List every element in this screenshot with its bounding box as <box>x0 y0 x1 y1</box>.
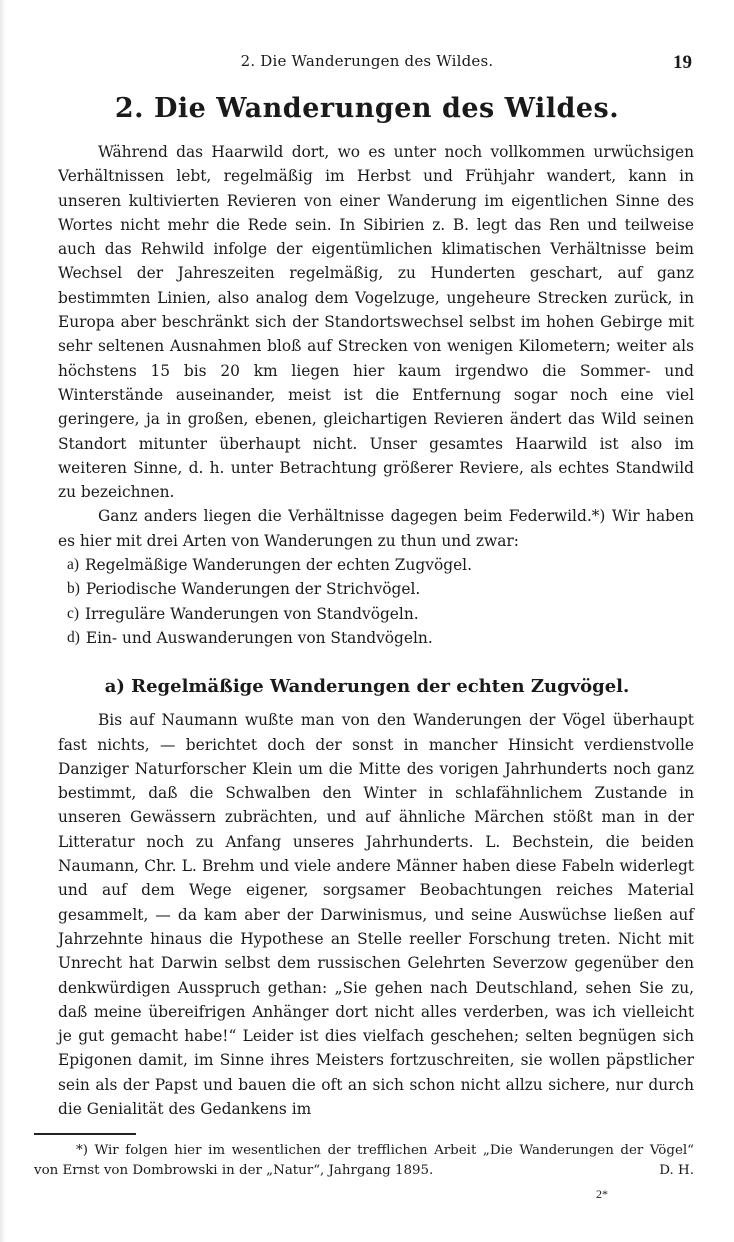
paragraph-3 <box>58 708 694 1121</box>
footnote-signature: D. H. <box>659 1162 694 1178</box>
footnote-text: *) Wir folgen hier im wesentlichen der trefflichen Arbeit „Die Wanderungen der Vögel“ von Ernst von Dombrowski in der „Natur“, Jahrgang 1895. <box>34 1142 694 1178</box>
printer-signature-mark: 2* <box>596 1186 608 1201</box>
running-head <box>0 52 734 78</box>
list-marker: b) <box>67 580 80 598</box>
footnote-divider <box>34 1133 136 1135</box>
list-marker: a) <box>67 556 79 574</box>
running-head-title: 2. Die Wanderungen des Wildes. <box>240 52 494 70</box>
list-item <box>67 626 694 650</box>
paragraph-2 <box>58 504 694 553</box>
list-item <box>67 577 694 601</box>
footnote <box>34 1141 694 1181</box>
list-item-text: Periodische Wanderungen der Strichvögel. <box>85 580 421 599</box>
list-marker: d) <box>67 628 80 646</box>
list-marker: c) <box>67 604 79 622</box>
list-item <box>67 602 694 626</box>
list-item <box>67 553 694 577</box>
paragraph-text: Während das Haarwild dort, wo es unter noch vollkommen urwüchsigen Verhältnissen lebt, regelmäßig im Herbst und Frühjahr wandert, kann in unseren kultivierten Revieren von einer Wanderung im eigentlichen Sinne des Wortes nicht mehr die Rede sein. In Sibirien z. B. legt das Ren und teilweise auch das Rehwild infolge der eigentümlichen klimatischen Verhältnisse beim Wechsel der Jahreszeiten regelmäßig, zu Hunderten geschart, auf ganz bestimmten Linien, also analog dem Vogelzuge, ungeheure Strecken zurück, in Europa aber beschränkt sich der Standortswechsel selbst im hohen Gebirge mit sehr seltenen Ausnahmen bloß auf Strecken von wenigen Kilometern; weiter als höchstens 15 bis 20 km liegen hier kaum irgendwo die Sommer- und Winterstände auseinander, meist ist die Entfernung sogar noch eine viel geringere, ja in großen, ebenen, gleichartigen Revieren ändert das Wild seinen Standort mitunter überhaupt nicht. Unser gesamtes Haarwild ist also im weiteren Sinne, d. h. unter Betrachtung größerer Reviere, als echtes Standwild zu bezeichnen. <box>58 143 694 502</box>
page-number: 19 <box>673 52 692 73</box>
list-item-text: Regelmäßige Wanderungen der echten Zugvögel. <box>84 556 472 575</box>
paragraph-1 <box>58 140 694 504</box>
list-item-text: Irreguläre Wanderungen von Standvögeln. <box>84 604 419 623</box>
paragraph-text: Ganz anders liegen die Verhältnisse dagegen beim Federwild.*) Wir haben es hier mit drei Arten von Wanderungen zu thun und zwar: <box>58 507 694 550</box>
list-item-text: Ein- und Auswanderungen von Standvögeln. <box>85 628 433 647</box>
section-heading: a) Regelmäßige Wanderungen der echten Zugvögel. <box>104 676 630 698</box>
chapter-title: 2. Die Wanderungen des Wildes. <box>114 93 620 124</box>
migration-types-list <box>67 553 694 650</box>
page-edge-shadow <box>0 0 6 1242</box>
paragraph-text: Bis auf Naumann wußte man von den Wanderungen der Vögel überhaupt fast nichts, — berichtet doch der sonst in mancher Hinsicht verdienstvolle Danziger Naturforscher Klein um die Mitte des vorigen Jahrhunderts noch ganz bestimmt, daß die Schwalben den Winter in schlafähnlichem Zustande in unseren Gewässern zubrächten, und auf ähnliche Märchen stößt man in der Litteratur noch zu Anfang unseres Jahrhunderts. L. Bechstein, die beiden Naumann, Chr. L. Brehm und viele andere Männer haben diese Fabeln widerlegt und auf dem Wege eigener, sorgsamer Beobachtungen reiches Material gesammelt, — da kam aber der Darwinismus, und seine Auswüchse ließen auf Jahrzehnte hinaus die Hypothese an Stelle reeller Forschung treten. Nicht mit Unrecht hat Darwin selbst dem russischen Gelehrten Severzow gegenüber den denkwürdigen Ausspruch gethan: „Sie gehen nach Deutschland, sehen Sie zu, daß meine übereifrigen Anhänger dort nicht alles verderben, was ich vielleicht je gut gemacht habe!“ Leider ist dies vielfach geschehen; selten begnügen sich Epigonen damit, im Sinne ihres Meisters fortzuschreiten, sie wollen päpstlicher sein als der Papst und bauen die oft an sich schon nicht allzu sichere, nur durch die Genialität des Gedankens im <box>58 711 694 1118</box>
